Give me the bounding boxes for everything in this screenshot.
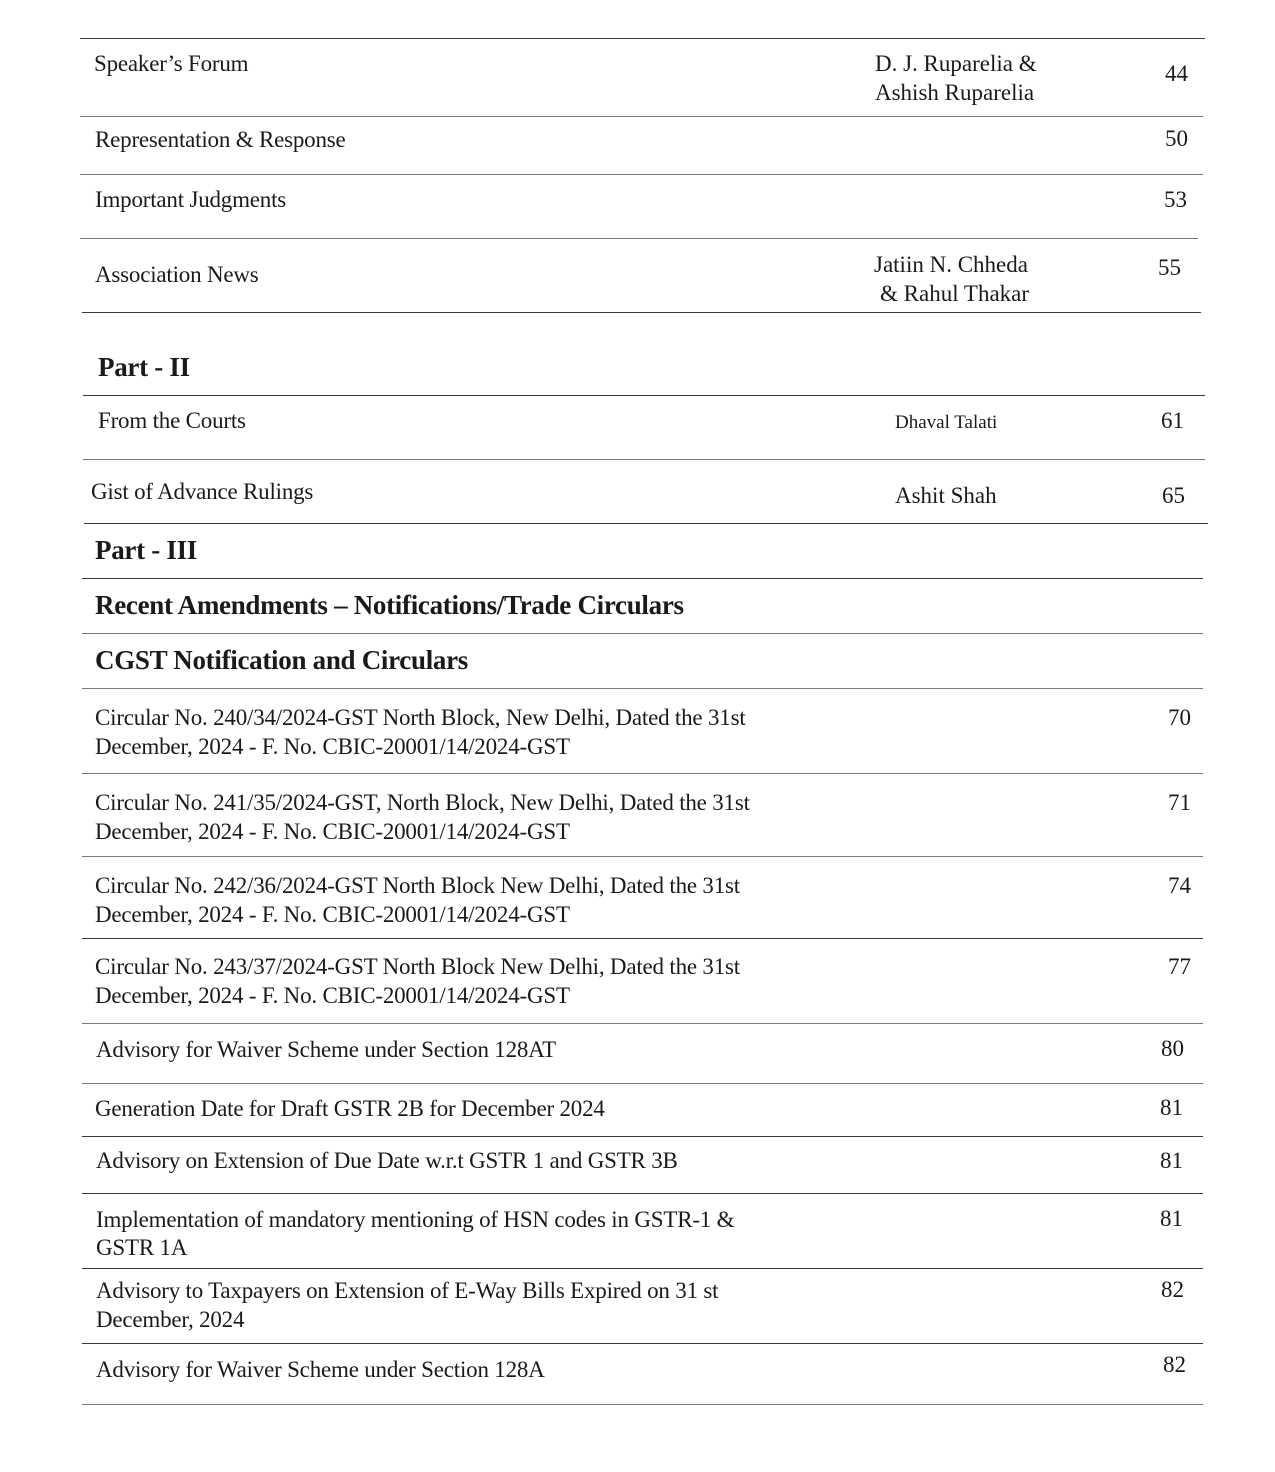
entry-author: Ashish Ruparelia — [875, 80, 1035, 105]
divider — [83, 395, 1205, 396]
entry-page-number: 55 — [1158, 255, 1181, 280]
entry-author: Dhaval Talati — [895, 412, 998, 433]
divider — [82, 773, 1203, 774]
entry-title: Association News — [95, 262, 259, 287]
entry-page-number: 80 — [1161, 1036, 1184, 1061]
entry-title: Representation & Response — [95, 127, 346, 152]
divider — [82, 1268, 1203, 1269]
entry-title: Gist of Advance Rulings — [91, 479, 314, 504]
entry-author: Jatiin N. Chheda — [874, 252, 1028, 277]
entry-title: December, 2024 - F. No. CBIC-20001/14/2024-GST — [95, 819, 570, 844]
entry-title: Circular No. 241/35/2024-GST, North Block, New Delhi, Dated the 31st — [95, 790, 750, 815]
part-heading: Part - III — [95, 535, 197, 565]
entry-title: Circular No. 243/37/2024-GST North Block New Delhi, Dated the 31st — [95, 954, 740, 979]
entry-title: Circular No. 242/36/2024-GST North Block New Delhi, Dated the 31st — [95, 873, 740, 898]
divider — [84, 523, 1208, 524]
divider — [82, 1023, 1203, 1024]
entry-page-number: 65 — [1162, 483, 1185, 508]
divider — [82, 578, 1203, 579]
entry-title: Advisory to Taxpayers on Extension of E-Way Bills Expired on 31 st — [96, 1278, 719, 1303]
part-heading: Part - II — [98, 352, 190, 382]
divider — [83, 459, 1205, 460]
entry-page-number: 44 — [1165, 61, 1188, 86]
entry-title: Implementation of mandatory mentioning of HSN codes in GSTR-1 & — [96, 1207, 735, 1232]
entry-title: December, 2024 - F. No. CBIC-20001/14/2024-GST — [95, 734, 570, 759]
divider — [80, 238, 1198, 239]
entry-title: Speaker’s Forum — [94, 51, 249, 76]
entry-author: D. J. Ruparelia & — [875, 51, 1037, 76]
entry-title: December, 2024 - F. No. CBIC-20001/14/2024-GST — [95, 983, 570, 1008]
entry-page-number: 81 — [1160, 1095, 1183, 1120]
section-heading: Recent Amendments – Notifications/Trade Circulars — [95, 590, 684, 620]
divider — [82, 856, 1203, 857]
entry-page-number: 74 — [1168, 873, 1191, 898]
entry-title: Important Judgments — [95, 187, 287, 212]
section-heading: CGST Notification and Circulars — [95, 645, 468, 675]
entry-page-number: 50 — [1165, 126, 1188, 151]
divider — [82, 1343, 1203, 1344]
entry-page-number: 77 — [1168, 954, 1191, 979]
entry-author: & Rahul Thakar — [880, 281, 1030, 306]
divider — [80, 116, 1203, 117]
entry-page-number: 61 — [1161, 408, 1184, 433]
entry-title: December, 2024 — [96, 1307, 245, 1332]
entry-page-number: 82 — [1163, 1352, 1186, 1377]
entry-page-number: 71 — [1168, 790, 1191, 815]
divider — [82, 938, 1203, 939]
divider — [82, 1404, 1203, 1405]
entry-title: GSTR 1A — [96, 1235, 188, 1260]
divider — [82, 1083, 1203, 1084]
divider — [82, 312, 1201, 313]
entry-title: Advisory on Extension of Due Date w.r.t GSTR 1 and GSTR 3B — [96, 1148, 678, 1173]
divider — [80, 174, 1203, 175]
divider — [82, 633, 1203, 634]
entry-page-number: 70 — [1168, 705, 1191, 730]
entry-title: December, 2024 - F. No. CBIC-20001/14/2024-GST — [95, 902, 570, 927]
divider — [80, 38, 1205, 39]
entry-page-number: 53 — [1164, 187, 1187, 212]
divider — [82, 688, 1203, 689]
entry-page-number: 81 — [1160, 1148, 1183, 1173]
entry-title: Generation Date for Draft GSTR 2B for December 2024 — [95, 1096, 605, 1121]
entry-author: Ashit Shah — [895, 483, 997, 508]
entry-title: From the Courts — [98, 408, 246, 433]
entry-title: Advisory for Waiver Scheme under Section 128AT — [96, 1037, 556, 1062]
entry-page-number: 82 — [1161, 1277, 1184, 1302]
divider — [82, 1193, 1203, 1194]
entry-title: Advisory for Waiver Scheme under Section 128A — [96, 1357, 545, 1382]
divider — [82, 1136, 1203, 1137]
entry-page-number: 81 — [1160, 1206, 1183, 1231]
entry-title: Circular No. 240/34/2024-GST North Block, New Delhi, Dated the 31st — [95, 705, 746, 730]
